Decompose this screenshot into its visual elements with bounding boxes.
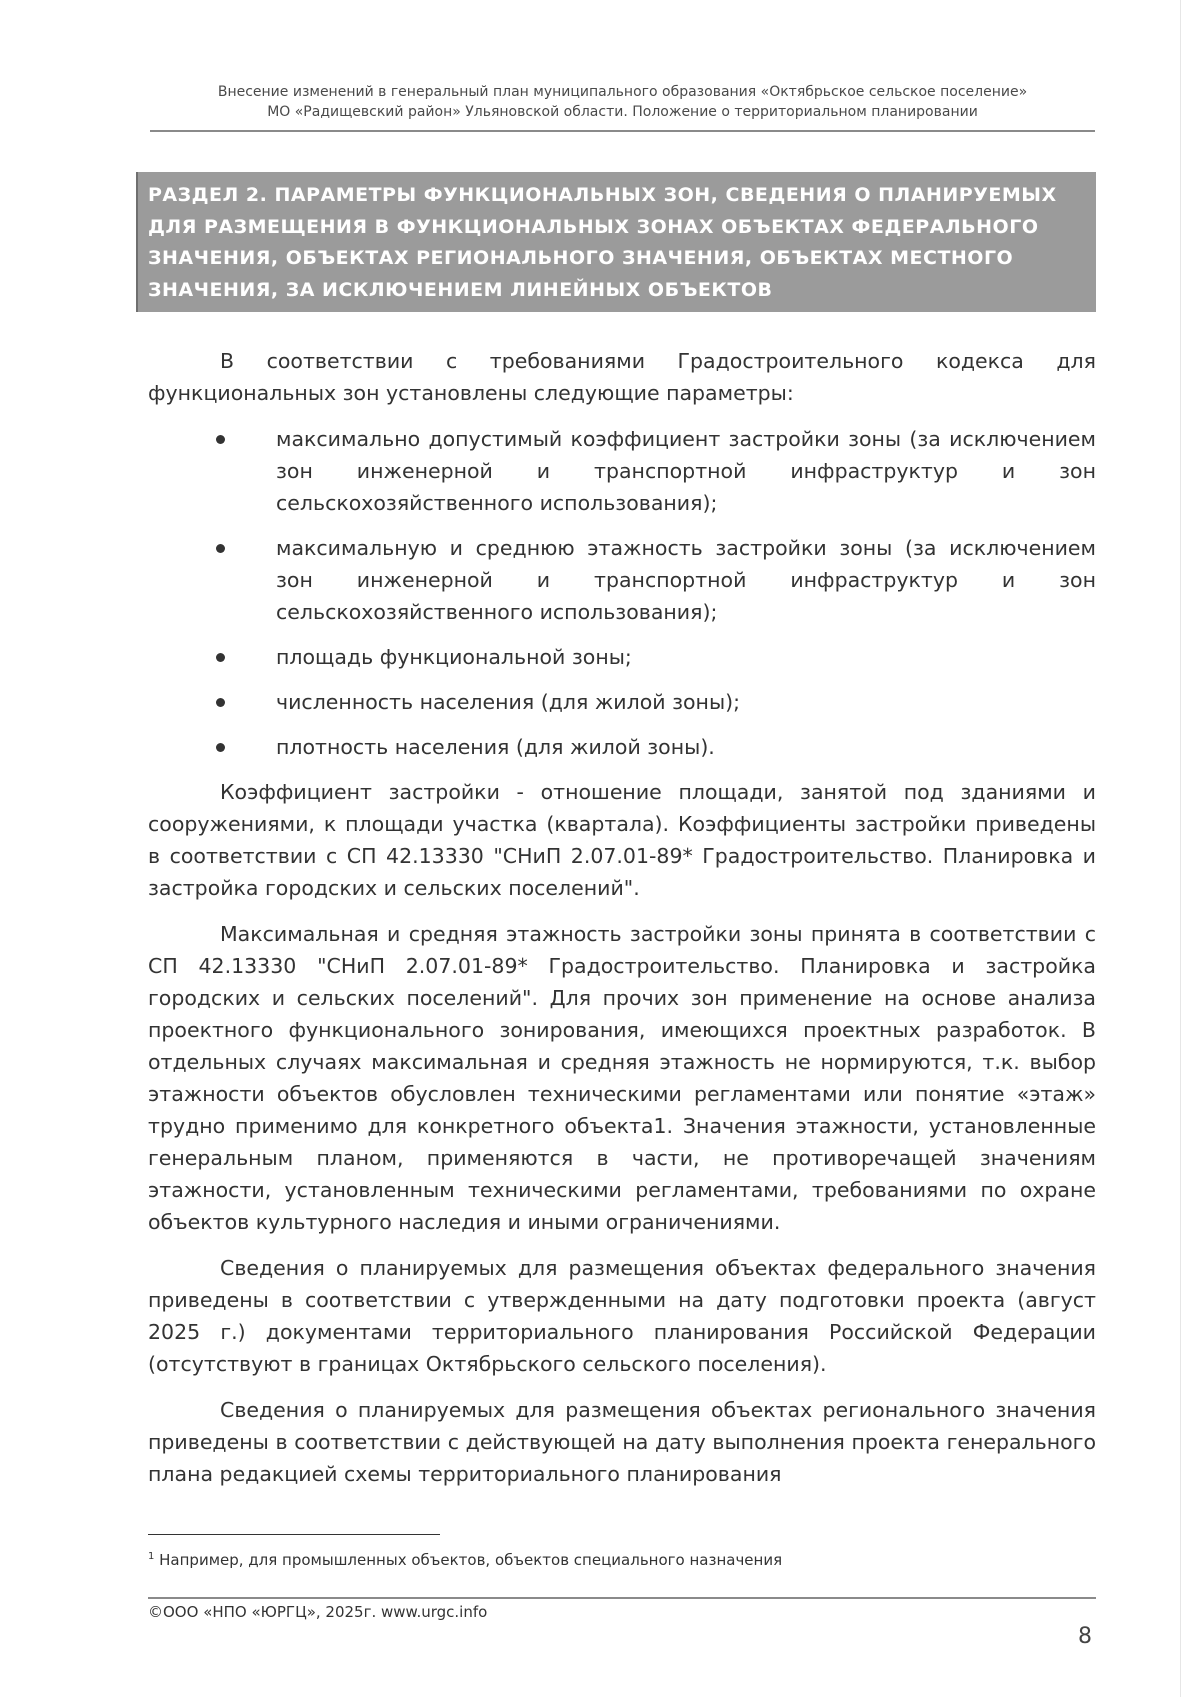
header-line-2: МО «Радищевский район» Ульяновской области. Положение о территориальном планировании <box>267 104 978 120</box>
running-header <box>150 82 1095 122</box>
footnote <box>148 1546 1096 1571</box>
floors-paragraph <box>148 918 1096 1238</box>
list-item-text: максимально допустимый коэффициент застройки зоны (за исключением зон инженерной и транспортной инфраструктур и зон сельскохозяйственного использования); <box>276 427 1096 515</box>
footnote-text: Например, для промышленных объектов, объектов специального назначения <box>154 1551 783 1569</box>
footnote-mark: 1 <box>148 1551 155 1562</box>
regional-objects-paragraph: Сведения о планируемых для размещения объектах регионального значения приведены в соответствии с действующей на дату выполнения проекта генерального плана редакцией схемы территориального планирования <box>148 1398 1096 1486</box>
federal-objects-paragraph: Сведения о планируемых для размещения объектах федерального значения приведены в соответствии с утвержденными на дату подготовки проекта (август 2025 г.) документами территориального планирования Российской Федерации (отсутствуют в границах Октябрьского сельского поселения). <box>148 1256 1096 1376</box>
list-item-text: максимальную и среднюю этажность застройки зоны (за исключением зон инженерной и транспортной инфраструктур и зон сельскохозяйственного использования); <box>276 536 1096 624</box>
header-divider <box>150 130 1095 132</box>
bullet-icon <box>216 435 225 444</box>
footer-copyright: ©ООО «НПО «ЮРГЦ», 2025г. www.urgc.info <box>148 1603 488 1621</box>
bullet-icon <box>216 544 225 553</box>
list-item <box>148 423 1096 519</box>
list-item <box>148 641 1096 673</box>
footnote-reference[interactable]: 1 <box>653 1114 667 1138</box>
section-title: РАЗДЕЛ 2. ПАРАМЕТРЫ ФУНКЦИОНАЛЬНЫХ ЗОН, СВЕДЕНИЯ О ПЛАНИРУЕМЫХ ДЛЯ РАЗМЕЩЕНИЯ В ФУНКЦИОНАЛЬНЫХ ЗОНАХ ОБЪЕКТАХ ФЕДЕРАЛЬНОГО ЗНАЧЕНИЯ, ОБЪЕКТАХ РЕГИОНАЛЬНОГО ЗНАЧЕНИЯ, ОБЪЕКТАХ МЕСТНОГО ЗНАЧЕНИЯ, ЗА ИСКЛЮЧЕНИЕМ ЛИНЕЙНЫХ ОБЪЕКТОВ <box>148 184 1057 301</box>
floors-text-start: Максимальная и средняя этажность застройки зоны принята в соответствии с СП 42.13330 "СНиП 2.07.01-89* Градостроительство. Планировка и застройка городских и сельских поселений". Для прочих зон применение на основе анализа проектного функционального зонирования, имеющихся проектных разработок. В отдельных случаях максимальная и средняя этажность не нормируются, т.к. выбор этажности объектов обусловлен техническими регламентами или понятие «этаж» трудно применимо для конкретного объекта <box>148 922 1096 1138</box>
parameters-list <box>148 423 1096 763</box>
body-content <box>148 345 1096 1490</box>
list-item <box>148 532 1096 628</box>
list-item <box>148 686 1096 718</box>
coefficient-paragraph: Коэффициент застройки - отношение площади, занятой под зданиями и сооружениями, к площади участка (квартала). Коэффициенты застройки приведены в соответствии с СП 42.13330 "СНиП 2.07.01-89* Градостроительство. Планировка и застройка городских и сельских поселений". <box>148 780 1096 900</box>
section-heading-banner <box>136 172 1096 312</box>
scan-edge-line <box>1180 0 1181 1697</box>
list-item-text: площадь функциональной зоны; <box>276 645 632 669</box>
footer-divider <box>148 1597 1096 1599</box>
list-item-text: плотность населения (для жилой зоны). <box>276 735 715 759</box>
bullet-icon <box>216 743 225 752</box>
bullet-icon <box>216 698 225 707</box>
header-line-1: Внесение изменений в генеральный план муниципального образования «Октябрьское сельское поселение» <box>217 84 1028 100</box>
bullet-icon <box>216 653 225 662</box>
intro-paragraph: В соответствии с требованиями Градостроительного кодекса для функциональных зон установлены следующие параметры: <box>148 349 1096 405</box>
list-item-text: численность населения (для жилой зоны); <box>276 690 741 714</box>
footnote-divider <box>148 1534 440 1535</box>
page-number: 8 <box>1078 1624 1092 1649</box>
floors-text-end: . Значения этажности, установленные генеральным планом, применяются в части, не противоречащей значениям этажности, установленным техническими регламентами, требованиями по охране объектов культурного наследия и иными ограничениями. <box>148 1114 1096 1234</box>
list-item <box>148 731 1096 763</box>
